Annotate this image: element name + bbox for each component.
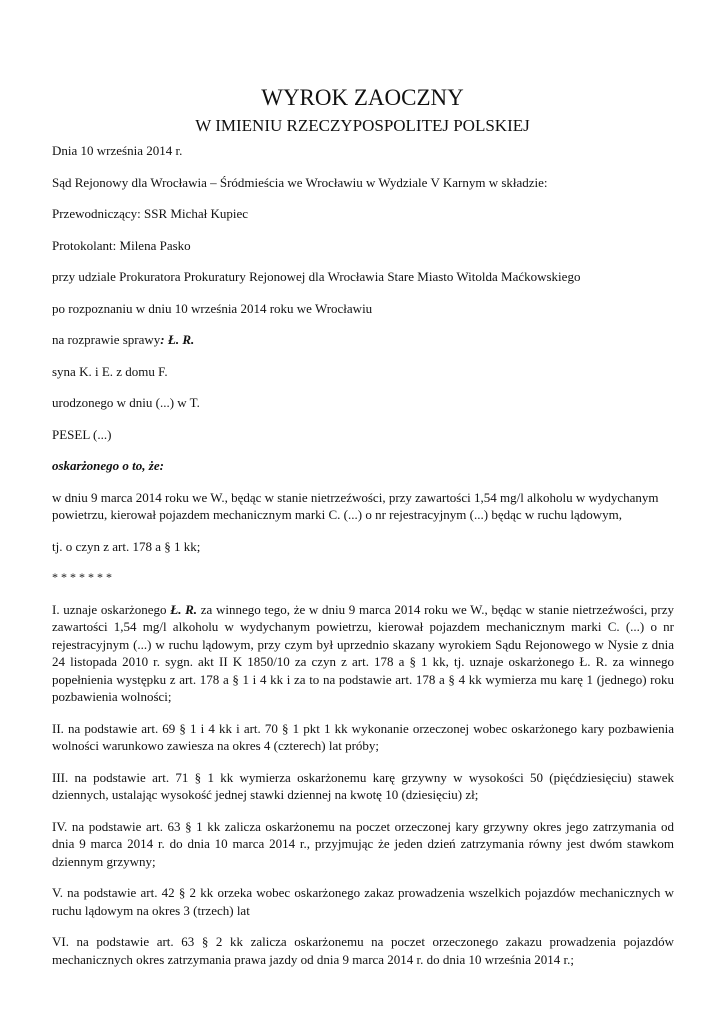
defendant-parents: syna K. i E. z domu F.: [52, 363, 168, 379]
charge-article: tj. o czyn z art. 178 a § 1 kk;: [52, 538, 201, 554]
document-body: [52, 142, 674, 968]
verdict-point-3: III. na podstawie art. 71 § 1 kk wymierza oskarżonemu karę grzywny w wysokości 50 (pięćdziesięciu) stawek dziennych, ustalając wysokość jednej stawki dziennej na kwotę 10 (dziesięciu) zł;: [52, 769, 674, 802]
case-prefix: na rozprawie sprawy: [52, 332, 161, 347]
court-name: Sąd Rejonowy dla Wrocławia – Śródmieścia we Wrocławiu w Wydziale V Karnym w składzie:: [52, 174, 548, 190]
section-separator: * * * * * * *: [52, 570, 112, 584]
defendant-birth: urodzonego w dniu (...) w T.: [52, 395, 200, 410]
accused-heading: oskarżonego o to, że:: [52, 458, 164, 473]
defendant-name: : Ł. R.: [160, 332, 195, 347]
verdict-point-1-rest: za winnego tego, że w dniu 9 marca 2014 roku we W., będąc w stanie nietrzeźwości, przy zawartości 1,54 mg/l alkoholu w wydychanym powietrzu, kierował pojazdem mechanicznym marki C. (...) o nr rejestracyjnym (...) w ruchu lądowym, przy czym był uprzednio skazany wyrokiem Sądu Rejonowego w Nysie z dnia 24 listopada 2010 r. sygn. akt II K 1850/10 za czyn z art. 178 a § 1 kk, tj. uznaje oskarżonego Ł. R. za winnego popełnienia występku z art. 178 a § 1 i 4 kk i za to na podstawie art. 178 a § 4 kk wymierza mu karę 1 (jednego) roku pozbawienia wolności;: [52, 601, 674, 704]
judgment-date: Dnia 10 września 2014 r.: [52, 143, 183, 158]
document-subtitle: W IMIENIU RZECZYPOSPOLITEJ POLSKIEJ: [195, 116, 530, 135]
verdict-point-1-name: Ł. R.: [170, 601, 198, 617]
hearing-info: po rozpoznaniu w dniu 10 września 2014 roku we Wrocławiu: [52, 300, 373, 316]
case-line: [52, 331, 674, 349]
verdict-point-5: V. na podstawie art. 42 § 2 kk orzeka wobec oskarżonego zakaz prowadzenia wszelkich pojazdów mechanicznych w ruchu lądowym na okres 3 (trzech) lat: [52, 885, 674, 918]
charge-description: w dniu 9 marca 2014 roku we W., będąc w stanie nietrzeźwości, przy zawartości 1,54 mg/l alkoholu w wydychanym powietrzu, kierował pojazdem mechanicznym marki C. (...) o nr rejestracyjnym (...) będąc w ruchu lądowym,: [52, 489, 659, 522]
verdict-point-2: II. na podstawie art. 69 § 1 i 4 kk i art. 70 § 1 pkt 1 kk wykonanie orzeczonej wobec oskarżonego kary pozbawienia wolności warunkowo zawiesza na okres 4 (czterech) lat próby;: [52, 720, 674, 753]
verdict-point-1-start: I. uznaje oskarżonego: [52, 601, 171, 617]
defendant-pesel: PESEL (...): [52, 426, 112, 442]
prosecutor: przy udziale Prokuratora Prokuratury Rejonowej dla Wrocławia Stare Miasto Witolda Maćkowskiego: [52, 269, 581, 284]
verdict-point-4: IV. na podstawie art. 63 § 1 kk zalicza oskarżonemu na poczet orzeczonej kary grzywny okres jego zatrzymania od dnia 9 marca 2014 r. do dnia 10 marca 2014 r., przyjmując że jeden dzień zatrzymania równy jest dwóm stawkom dziennym grzywny;: [52, 818, 674, 869]
court-clerk: Protokolant: Milena Pasko: [52, 237, 191, 253]
verdict-point-6: VI. na podstawie art. 63 § 2 kk zalicza oskarżonemu na poczet orzeczonego zakazu prowadzenia pojazdów mechanicznych okres zatrzymania prawa jazdy od dnia 9 marca 2014 r. do dnia 10 września 2014 r.;: [52, 934, 674, 967]
presiding-judge: Przewodniczący: SSR Michał Kupiec: [52, 206, 249, 221]
document-title: WYROK ZAOCZNY: [261, 85, 464, 110]
verdict-point-1: [52, 601, 674, 706]
